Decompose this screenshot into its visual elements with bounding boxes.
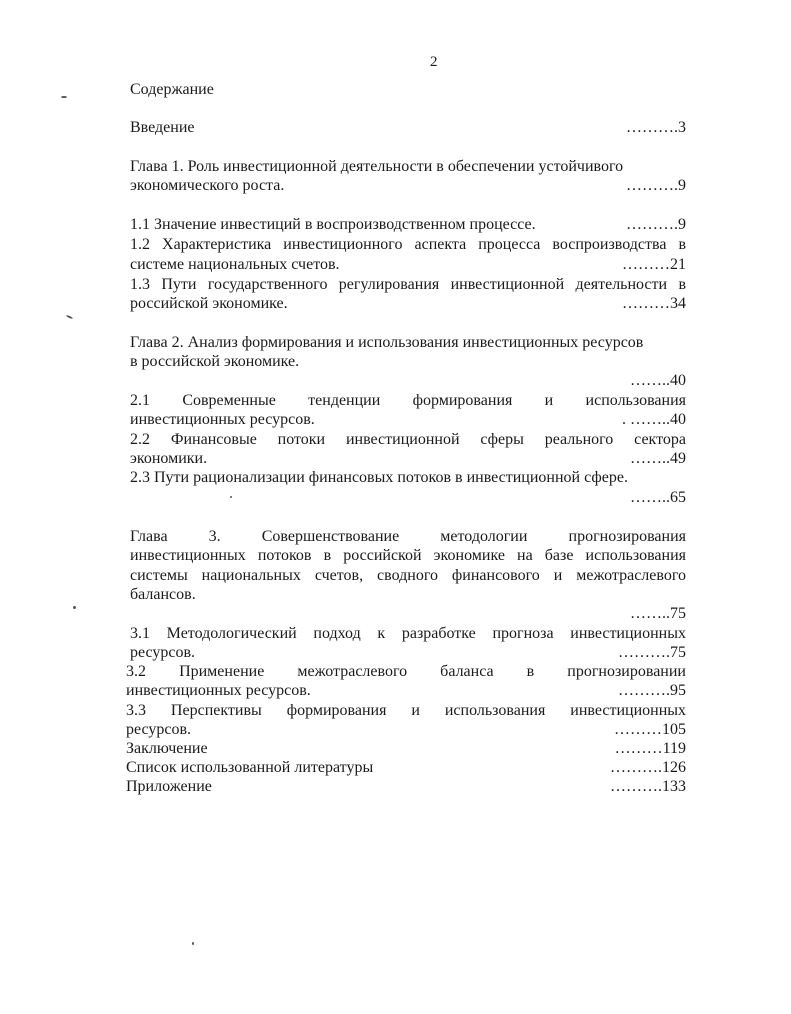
toc-chapter3-line2: инвестиционных потоков в российской экономике на базе использования bbox=[130, 547, 686, 564]
toc-section-3-1-page: ……….75 bbox=[618, 644, 686, 661]
toc-references-label: Список использованной литературы bbox=[126, 759, 374, 776]
toc-section-3-1-line2: ресурсов. bbox=[130, 644, 196, 661]
toc-chapter1-line2: экономического роста. bbox=[130, 177, 285, 194]
toc-chapter3-line3: системы национальных счетов, сводного финансового и межотраслевого bbox=[130, 567, 686, 584]
scan-speck bbox=[192, 942, 194, 945]
toc-section-3-3-line2: ресурсов. bbox=[126, 721, 192, 738]
toc-chapter1-line1: Глава 1. Роль инвестиционной деятельности в обеспечении устойчивого bbox=[130, 158, 624, 175]
scan-speck bbox=[61, 96, 67, 98]
toc-section-1-3-page: ………34 bbox=[622, 295, 686, 312]
scan-speck bbox=[66, 315, 73, 320]
page-number: 2 bbox=[430, 54, 438, 70]
toc-section-2-3-page: ……..65 bbox=[630, 489, 686, 506]
toc-section-1-2-page: ………21 bbox=[622, 256, 686, 273]
toc-references-page: ……….126 bbox=[610, 759, 686, 776]
toc-title: Содержание bbox=[130, 81, 214, 98]
toc-section-1-1-label: 1.1 Значение инвестиций в воспроизводственном процессе. bbox=[130, 216, 536, 233]
toc-section-3-3-page: ………105 bbox=[614, 721, 686, 738]
toc-section-1-3-line1: 1.3 Пути государственного регулирования инвестиционной деятельности в bbox=[130, 276, 686, 293]
toc-section-3-1-line1: 3.1 Методологический подход к разработке прогноза инвестиционных bbox=[130, 625, 686, 642]
toc-intro-page: ……….3 bbox=[626, 119, 686, 136]
toc-section-3-2-line1: 3.2 Применение межотраслевого баланса в прогнозировании bbox=[126, 663, 686, 680]
toc-section-1-1-page: ……….9 bbox=[626, 216, 686, 233]
toc-chapter1-page: ……….9 bbox=[626, 177, 686, 194]
toc-section-2-1-line2: инвестиционных ресурсов. bbox=[130, 411, 315, 428]
toc-chapter2-line2: в российской экономике. bbox=[130, 353, 300, 370]
toc-section-1-3-line2: российской экономике. bbox=[130, 295, 288, 312]
toc-chapter3-line1: Глава 3. Совершенствование методологии прогнозирования bbox=[130, 528, 686, 545]
toc-appendix-label: Приложение bbox=[126, 778, 212, 795]
toc-section-2-3-label: 2.3 Пути рационализации финансовых потоков в инвестиционной сфере. bbox=[130, 469, 628, 486]
toc-conclusion-page: ………119 bbox=[614, 740, 686, 757]
toc-appendix-page: ……….133 bbox=[610, 778, 686, 795]
toc-section-1-2-line2: системе национальных счетов. bbox=[130, 256, 340, 273]
toc-section-3-3-line1: 3.3 Перспективы формирования и использования инвестиционных bbox=[126, 702, 686, 719]
toc-section-3-2-page: ……….95 bbox=[618, 682, 686, 699]
scan-speck bbox=[230, 496, 232, 498]
toc-section-3-2-line2: инвестиционных ресурсов. bbox=[126, 682, 311, 699]
toc-chapter2-page: ……..40 bbox=[630, 372, 686, 389]
toc-section-2-2-line1: 2.2 Финансовые потоки инвестиционной сферы реального сектора bbox=[130, 431, 686, 448]
toc-conclusion-label: Заключение bbox=[126, 740, 208, 757]
toc-section-2-2-page: ……..49 bbox=[630, 450, 686, 467]
toc-chapter3-page: ……..75 bbox=[630, 605, 686, 622]
scan-speck bbox=[73, 606, 76, 609]
toc-section-2-2-line2: экономики. bbox=[130, 450, 208, 467]
toc-chapter2-line1: Глава 2. Анализ формирования и использования инвестиционных ресурсов bbox=[130, 334, 644, 351]
toc-chapter3-line4: балансов. bbox=[130, 586, 196, 603]
toc-section-2-1-line1: 2.1 Современные тенденции формирования и использования bbox=[130, 392, 686, 409]
toc-section-2-1-page: . ……..40 bbox=[622, 411, 686, 428]
toc-intro-label: Введение bbox=[130, 119, 195, 136]
toc-section-1-2-line1: 1.2 Характеристика инвестиционного аспекта процесса воспроизводства в bbox=[130, 236, 686, 253]
